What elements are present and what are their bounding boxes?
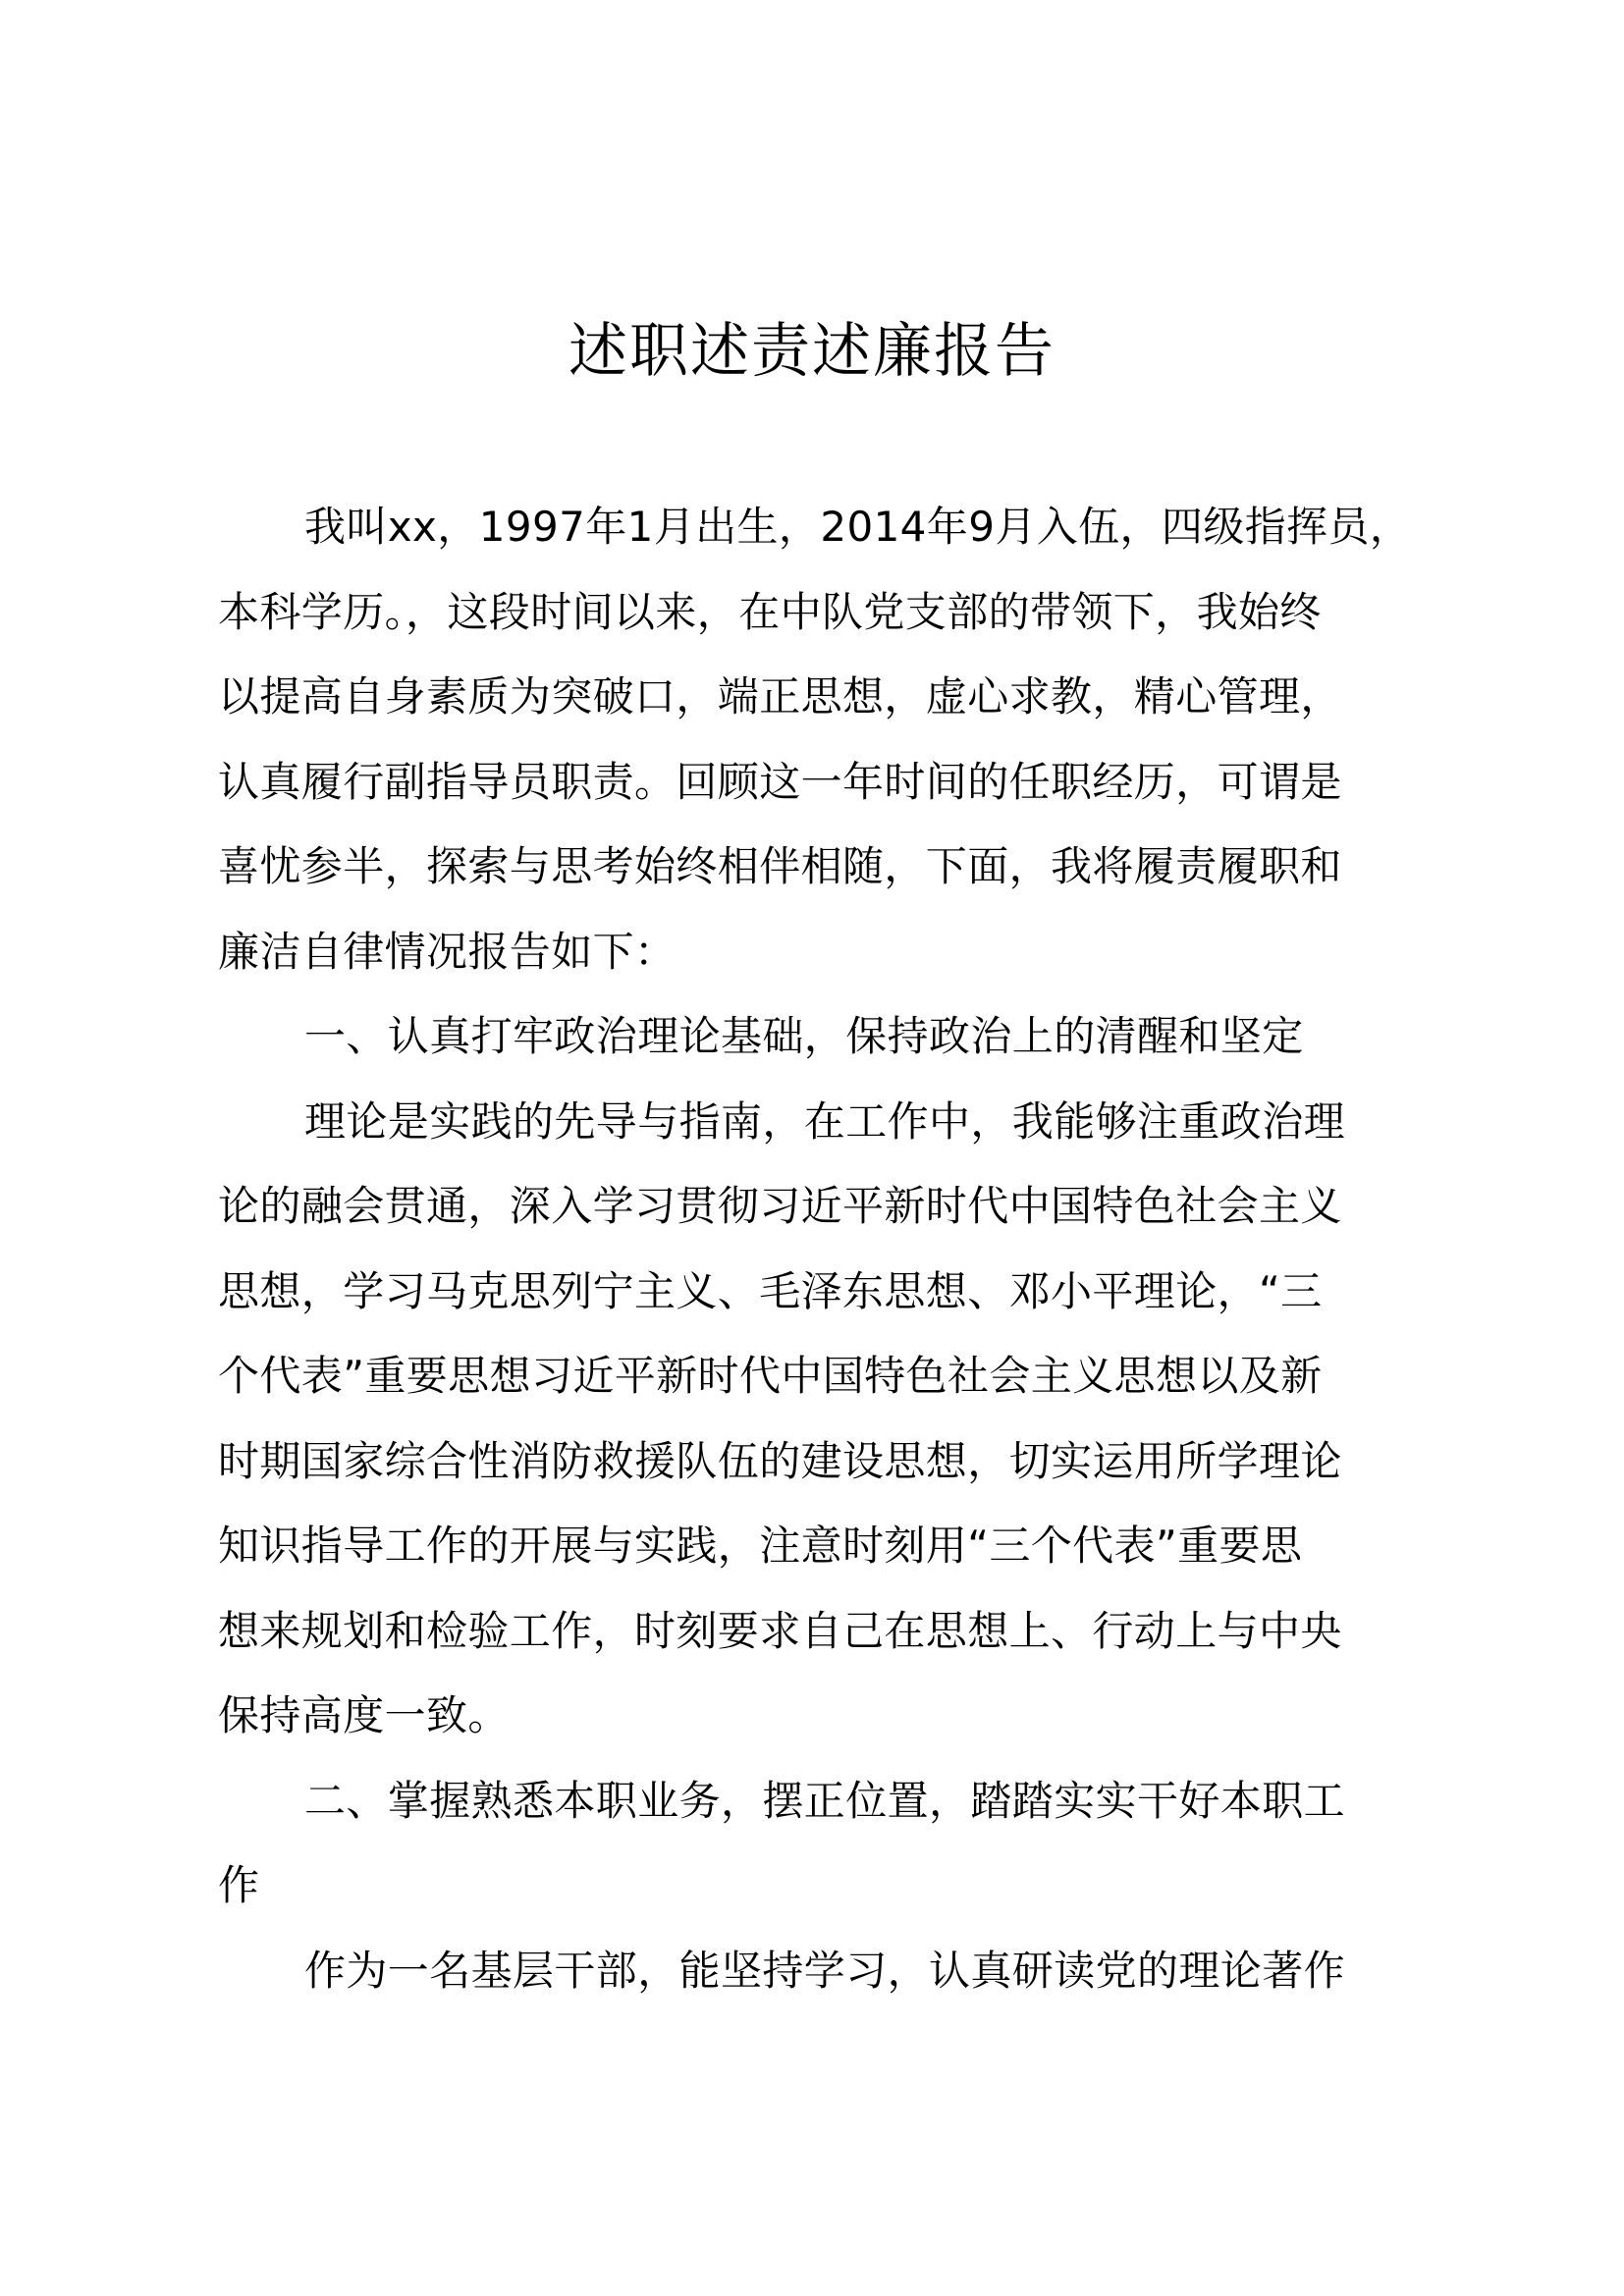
paragraph-line: 知识指导工作的开展与实践，注意时刻用“三个代表”重要思: [218, 1522, 1303, 1570]
document-title: 述职述责述廉报告: [568, 317, 1056, 386]
paragraph-line: 理论是实践的先导与指南，在工作中，我能够注重政治理: [304, 1096, 1346, 1146]
paragraph-line: 以提高自身素质为突破口，端正思想，虚心求教，精心管理，: [218, 672, 1342, 721]
section-heading-1: 一、认真打牢政治理论基础，保持政治上的清醒和坚定: [304, 1012, 1304, 1060]
paragraph-line: 个代表”重要思想习近平新时代中国特色社会主义思想以及新: [218, 1352, 1323, 1400]
paragraph-line: 时期国家综合性消防救援队伍的建设思想，切实运用所学理论: [218, 1436, 1342, 1485]
paragraph-line: 我叫xx，1997年1月出生，2014年9月入伍，四级指挥员，: [304, 503, 1412, 551]
paragraph-line: 廉洁自律情况报告如下：: [218, 927, 677, 976]
document-body: [218, 485, 1412, 2013]
paragraph-line: 本科学历。，这段时间以来，在中队党支部的带领下，我始终: [218, 587, 1322, 636]
paragraph-line: 论的融会贯通，深入学习贯彻习近平新时代中国特色社会主义: [218, 1182, 1342, 1230]
section-heading-2: 二、掌握熟悉本职业务，摆正位置，踏踏实实干好本职工: [304, 1776, 1346, 1825]
paragraph-line: 作为一名基层干部，能坚持学习，认真研读党的理论著作: [304, 1946, 1346, 1995]
paragraph-line: 思想，学习马克思列宁主义、毛泽东思想、邓小平理论，“三: [218, 1266, 1323, 1315]
paragraph-line: 喜忧参半，探索与思考始终相伴相随，下面，我将履责履职和: [218, 842, 1342, 890]
paragraph-line: 认真履行副指导员职责。回顾这一年时间的任职经历，可谓是: [218, 757, 1342, 806]
paragraph-line: 想来规划和检验工作，时刻要求自己在思想上、行动上与中央: [218, 1606, 1342, 1655]
paragraph-line: 保持高度一致。: [218, 1691, 510, 1739]
section-heading-2-continuation: 作: [218, 1861, 260, 1909]
